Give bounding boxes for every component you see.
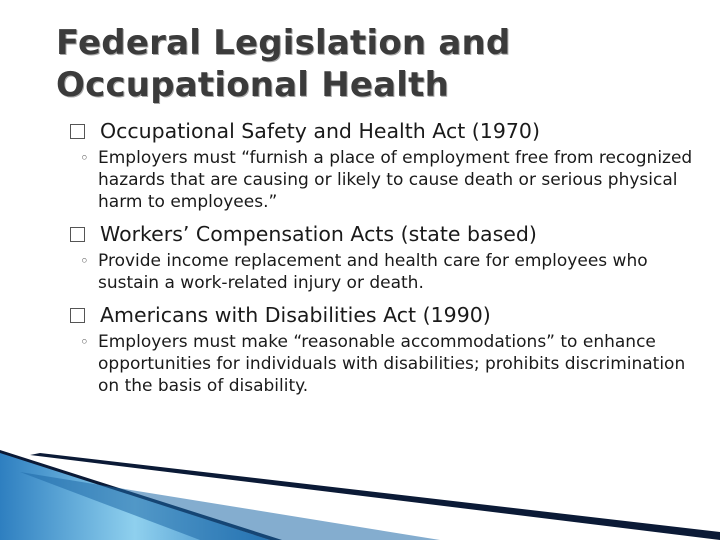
square-bullet-icon xyxy=(70,227,85,242)
circle-bullet-icon: ◦ xyxy=(80,149,89,167)
bullet-heading: Workers’ Compensation Acts (state based) xyxy=(100,222,537,246)
sub-bullet-ada xyxy=(80,331,698,397)
bullet-heading: Americans with Disabilities Act (1990) xyxy=(100,303,491,327)
circle-bullet-icon: ◦ xyxy=(80,333,89,351)
bullet-workers-comp xyxy=(100,221,720,247)
sub-bullet-text: Employers must make “reasonable accommodations” to enhance opportunities for individuals with disabilities; prohibits discrimination on the basis of disability. xyxy=(98,332,686,396)
title-line-2: Occupational Health xyxy=(56,65,449,105)
bullet-ada xyxy=(100,302,720,328)
circle-bullet-icon: ◦ xyxy=(80,252,89,270)
sub-bullet-osha xyxy=(80,147,698,213)
bullet-list xyxy=(0,118,720,405)
bullet-heading: Occupational Safety and Health Act (1970) xyxy=(100,119,540,143)
sub-bullet-text: Provide income replacement and health care for employees who sustain a work-related injury or death. xyxy=(98,251,648,293)
title-line-1: Federal Legislation and xyxy=(56,23,511,63)
sub-bullet-text: Employers must “furnish a place of employment free from recognized hazards that are causing or likely to cause death or serious physical harm to employees.” xyxy=(98,148,693,212)
sub-bullet-workers-comp xyxy=(80,250,698,294)
decorative-stripes xyxy=(0,450,720,540)
bullet-osha xyxy=(100,118,720,144)
slide-title xyxy=(56,22,510,106)
square-bullet-icon xyxy=(70,308,85,323)
square-bullet-icon xyxy=(70,124,85,139)
